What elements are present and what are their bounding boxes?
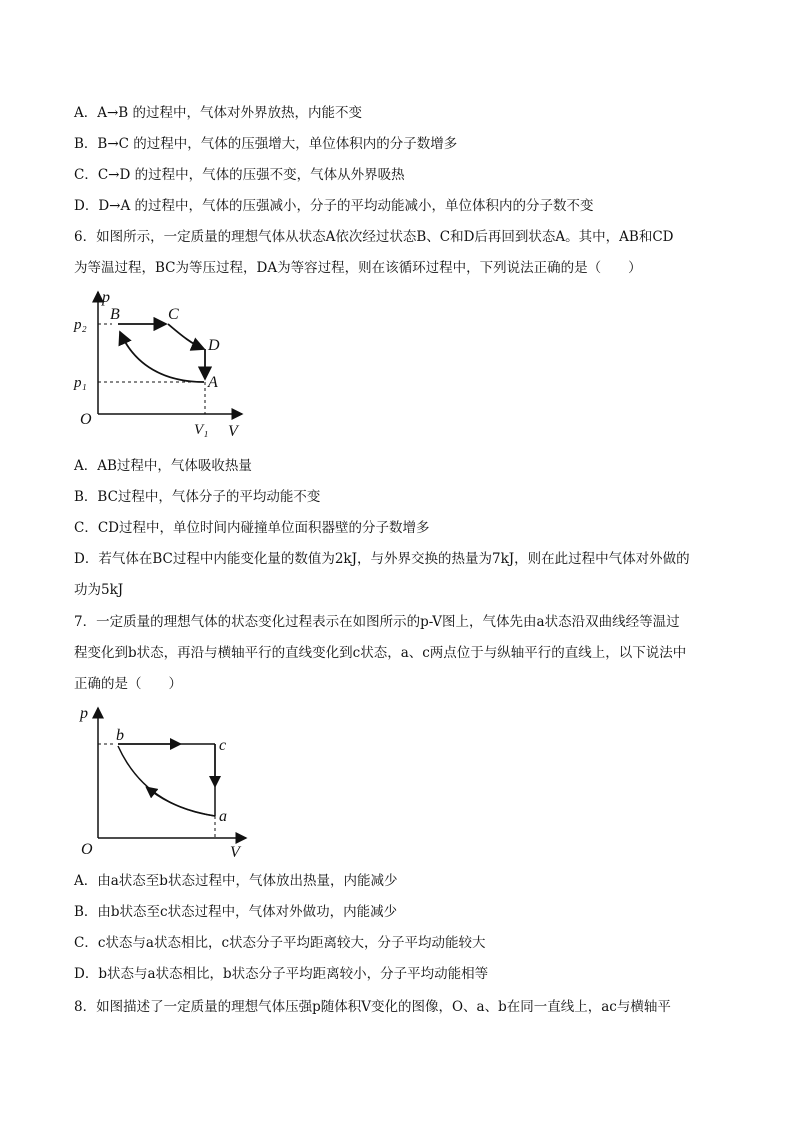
q6-option-b: B．BC过程中，气体分子的平均动能不变 [74,489,321,505]
q7-option-c: C．c状态与a状态相比，c状态分子平均距离较大，分子平均动能较大 [74,935,486,951]
q7-label-v: V [230,844,240,861]
q7-option-a: A．由a状态至b状态过程中，气体放出热量，内能减少 [74,873,398,889]
q6-label-p2: p₂ [74,317,87,333]
q7-stem-line1: 7．一定质量的理想气体的状态变化过程表示在如图所示的p-V图上，气体先由a状态沿双曲线经等温过 [74,614,680,630]
q7-label-c: c [219,737,227,754]
q6-option-a: A．AB过程中，气体吸收热量 [74,458,252,474]
q6-option-d-line2: 功为5kJ [74,582,124,598]
q6-option-d-line1: D．若气体在BC过程中内能变化量的数值为2kJ，与外界交换的热量为7kJ，则在此过程中气体对外做的 [74,551,690,567]
q6-label-a: A [208,374,218,391]
q8-stem-line1: 8．如图描述了一定质量的理想气体压强p随体积V变化的图像，O、a、b在同一直线上，ac与横轴平 [74,999,671,1015]
q7-pv-diagram [78,700,258,865]
q7-path-ab [118,746,215,816]
q6-option-c: C．CD过程中，单位时间内碰撞单位面积器壁的分子数增多 [74,520,430,536]
q6-label-o: O [80,411,92,428]
q7-option-b: B．由b状态至c状态过程中，气体对外做功，内能减少 [74,904,398,920]
q6-stem-line1: 6．如图所示，一定质量的理想气体从状态A依次经过状态B、C和D后再回到状态A。其中，AB和CD [74,229,674,245]
q5-option-b: B．B→C 的过程中，气体的压强增大，单位体积内的分子数增多 [74,136,458,152]
q6-stem-line2: 为等温过程，BC为等压过程，DA为等容过程，则在该循环过程中，下列说法正确的是（ ） [74,260,642,276]
q7-label-b: b [116,727,124,744]
q7-stem-line2: 程变化到b状态，再沿与横轴平行的直线变化到c状态，a、c两点位于与纵轴平行的直线上，以下说法中 [74,645,687,661]
q5-option-d: D．D→A 的过程中，气体的压强减小，分子的平均动能减小，单位体积内的分子数不变 [74,198,594,214]
q7-option-d: D．b状态与a状态相比，b状态分子平均距离较小，分子平均动能相等 [74,966,489,982]
q6-path-ab [120,332,204,382]
q6-label-d: D [208,337,220,354]
q6-label-p: p [102,289,110,306]
q6-pv-diagram [70,286,250,441]
q6-label-p1: p₁ [74,375,87,391]
q5-option-a: A．A→B 的过程中，气体对外界放热，内能不变 [74,105,363,121]
q6-label-c: C [168,306,179,323]
q6-label-b: B [110,306,120,323]
q7-stem-line3: 正确的是（ ） [74,676,182,692]
q5-option-c: C．C→D 的过程中，气体的压强不变，气体从外界吸热 [74,167,405,183]
q7-label-p: p [80,705,88,722]
q7-label-a: a [219,808,227,825]
q6-path-cd [168,324,204,349]
q7-label-o: O [81,841,93,858]
q6-label-v1: V₁ [194,422,209,438]
q6-label-v: V [228,423,238,440]
